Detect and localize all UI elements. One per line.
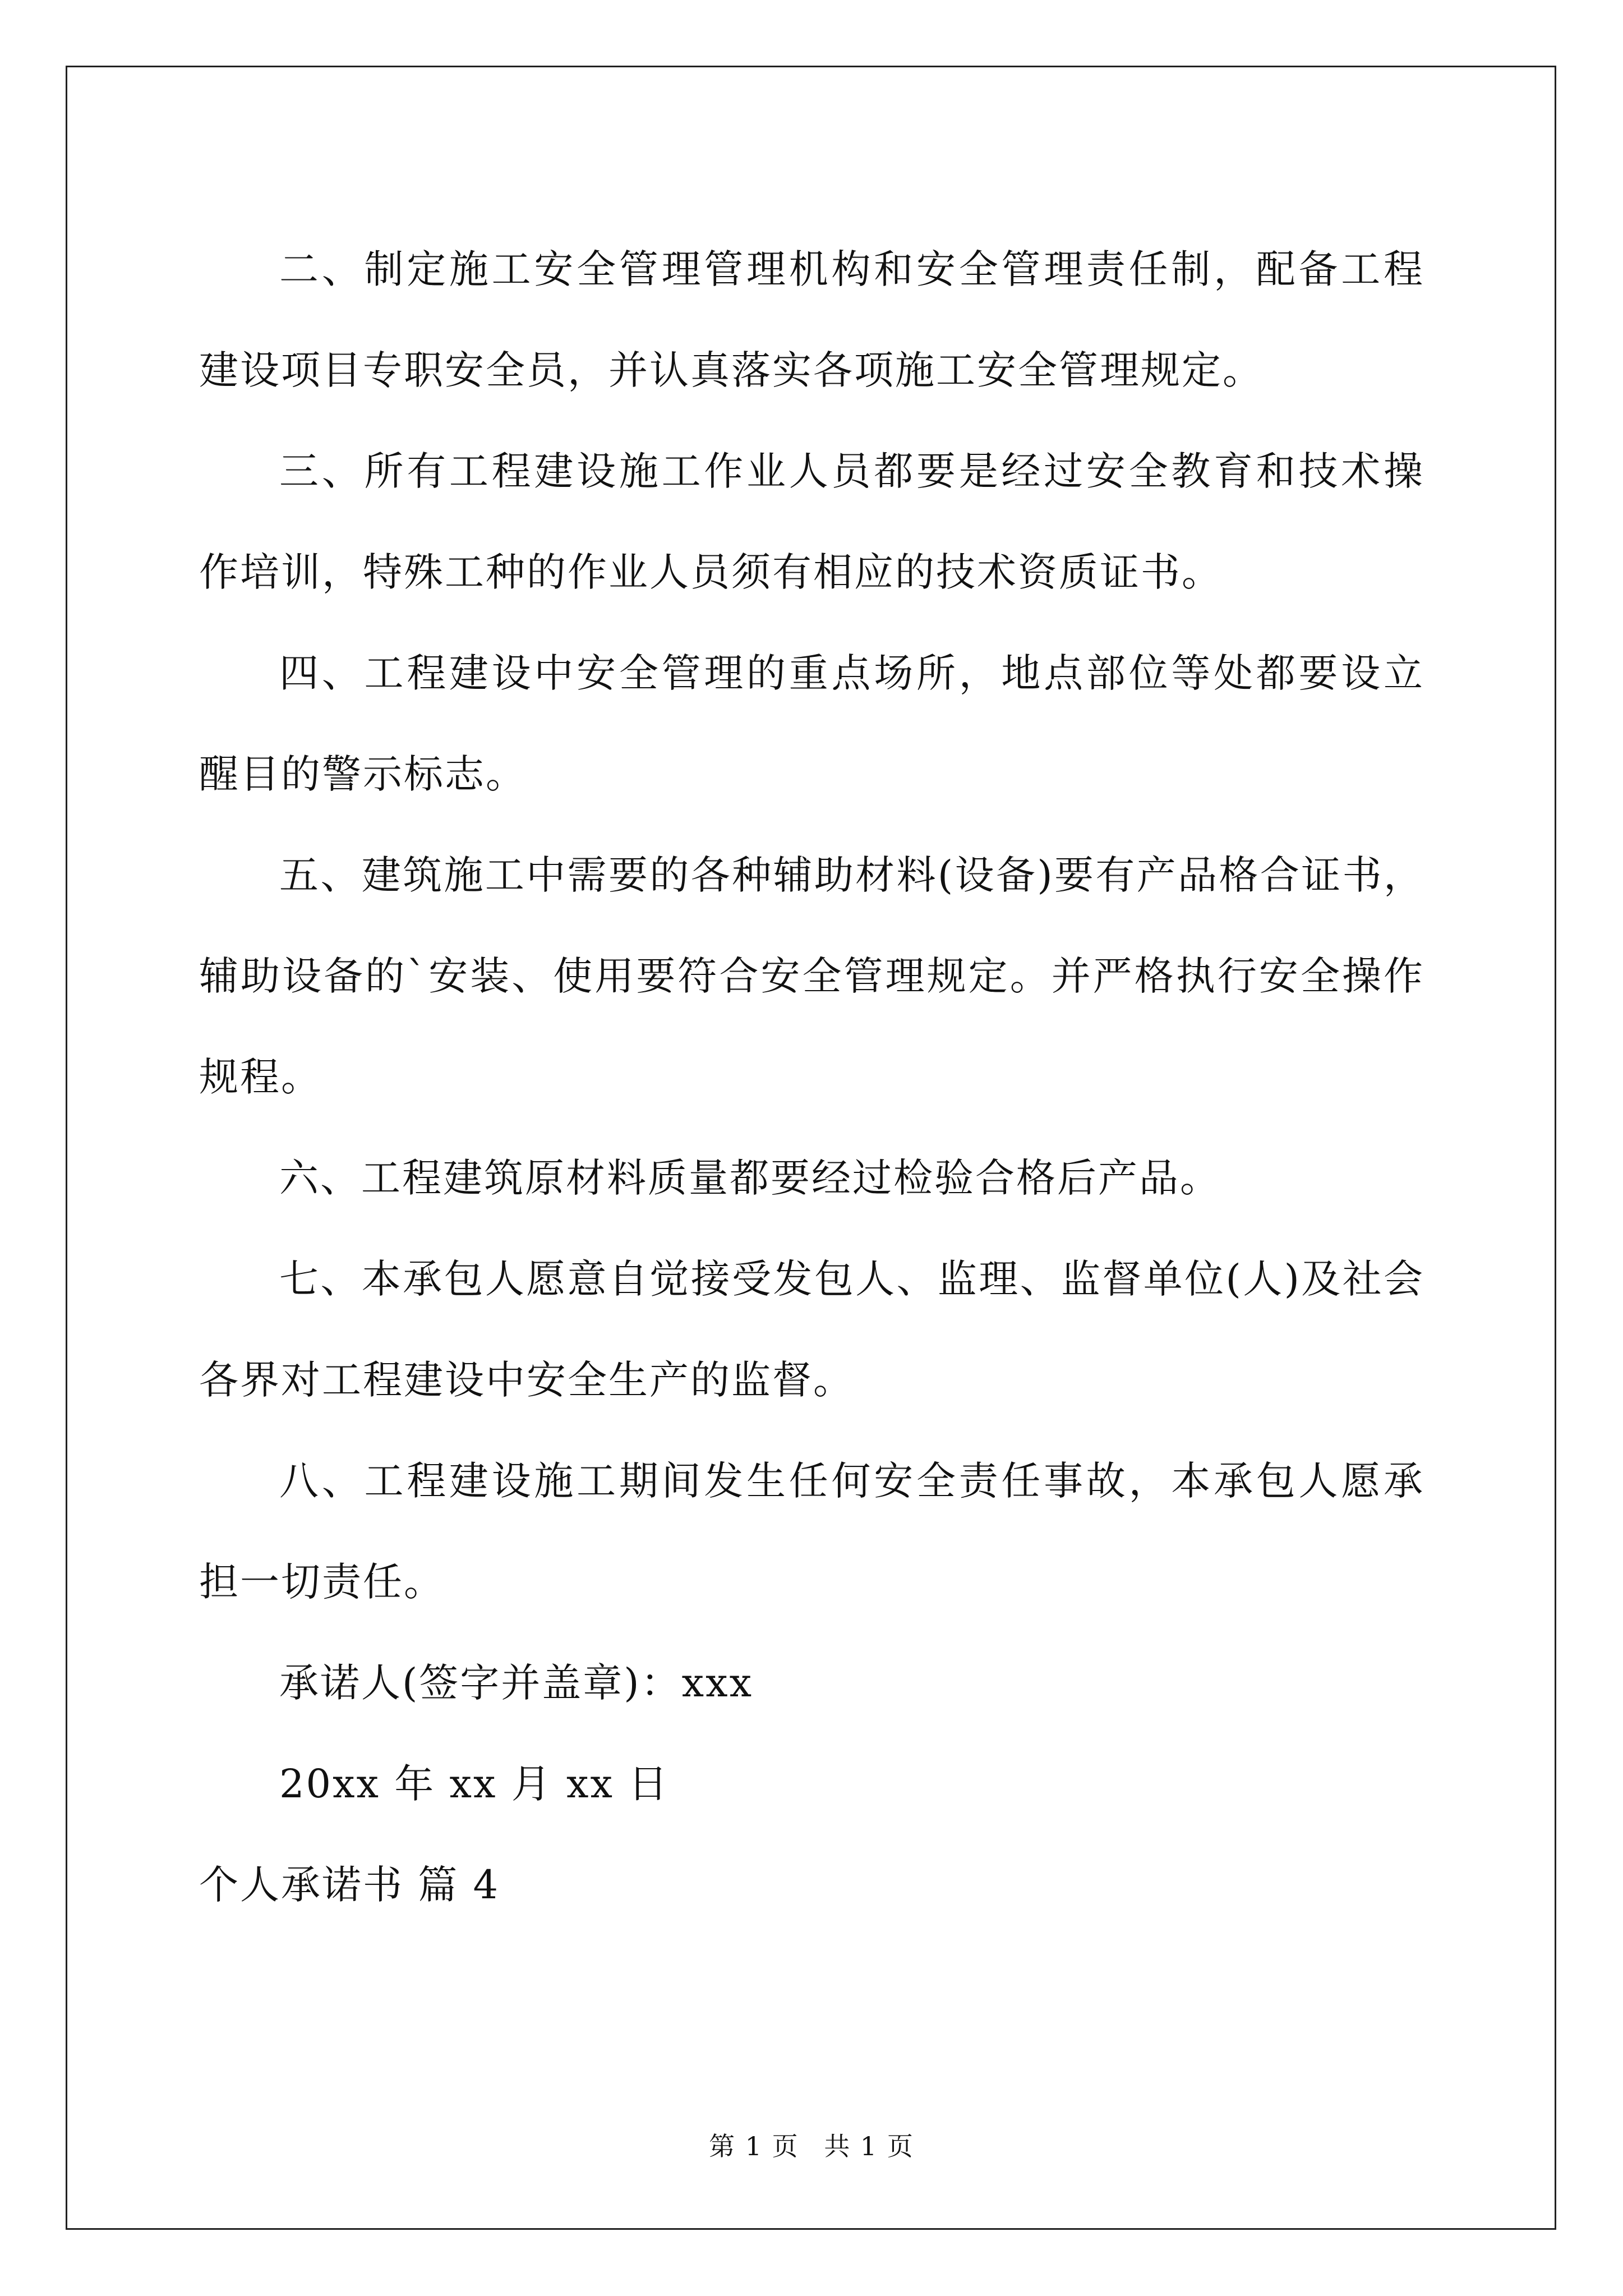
paragraph-item-6: 六、工程建筑原材料质量都要经过检验合格后产品。: [279, 1155, 1221, 1201]
signature-line: 承诺人(签字并盖章)：xxx: [279, 1660, 754, 1706]
paragraph-item-3: 三、所有工程建设施工作业人员都要是经过安全教育和技术操作培训，特殊工种的作业人员须有相应的技术资质证书。: [199, 448, 1424, 595]
paragraph-item-5: 五、建筑施工中需要的各种辅助材料(设备)要有产品格合证书，辅助设备的`安装、使用要符合安全管理规定。并严格执行安全操作规程。: [199, 852, 1424, 1100]
paragraph-item-7: 七、本承包人愿意自觉接受发包人、监理、监督单位(人)及社会各界对工程建设中安全生产的监督。: [199, 1256, 1424, 1403]
page-total: 共 1 页: [824, 2131, 914, 2161]
next-section-heading: 个人承诺书 篇 4: [199, 1862, 500, 1908]
date-line: 20xx 年 xx 月 xx 日: [279, 1761, 670, 1807]
paragraph-item-8: 八、工程建设施工期间发生任何安全责任事故，本承包人愿承担一切责任。: [199, 1458, 1424, 1605]
page-footer: [0, 2126, 1623, 2163]
document-body: [199, 219, 1424, 1935]
paragraph-item-2: 二、制定施工安全管理管理机构和安全管理责任制，配备工程建设项目专职安全员，并认真落实各项施工安全管理规定。: [199, 246, 1424, 393]
page-number: 第 1 页: [709, 2131, 799, 2161]
paragraph-item-4: 四、工程建设中安全管理的重点场所，地点部位等处都要设立醒目的警示标志。: [199, 650, 1424, 797]
